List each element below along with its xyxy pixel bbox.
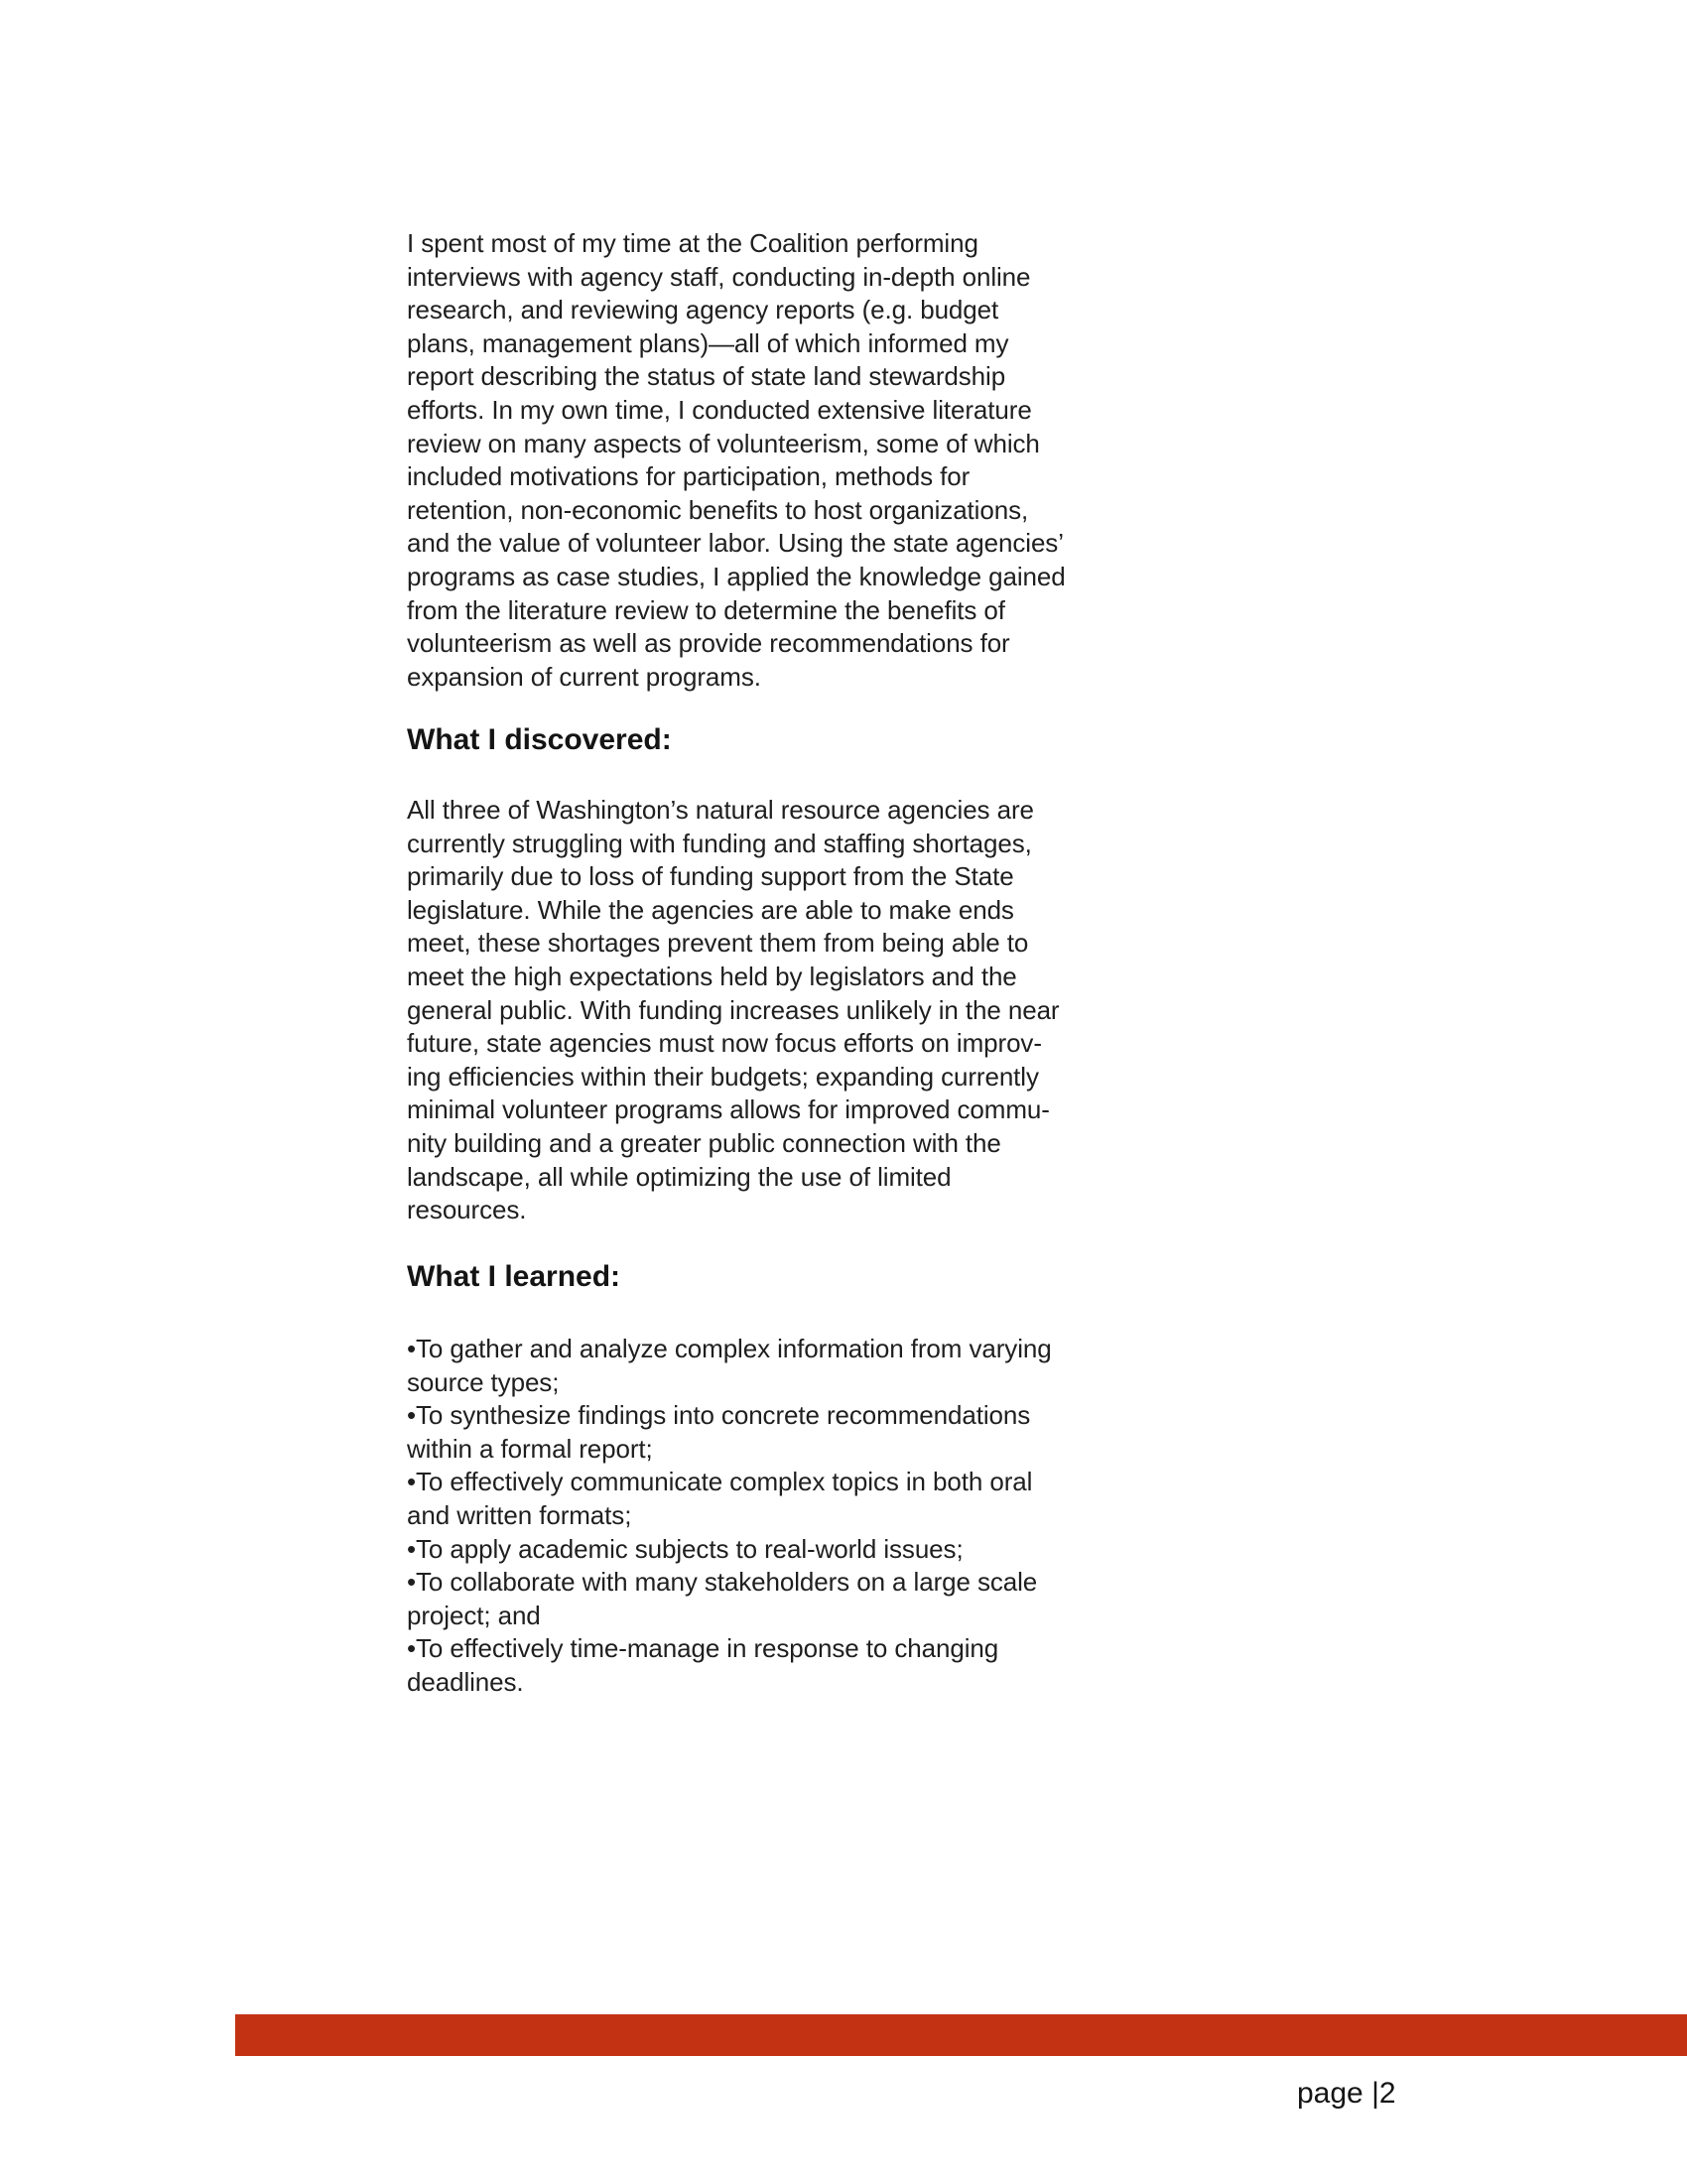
text-line: efforts. In my own time, I conducted extensive literature: [407, 394, 1032, 425]
text-line: research, and reviewing agency reports (e.g. budget: [407, 295, 999, 325]
page-number: page |2: [1297, 2077, 1396, 2110]
section-heading-discovered: What I discovered:: [407, 723, 672, 756]
text-line: I spent most of my time at the Coalition performing: [407, 228, 978, 258]
text-line: from the literature review to determine the benefits of: [407, 594, 1005, 625]
text-line: general public. With funding increases unlikely in the near: [407, 994, 1060, 1025]
text-line: retention, non-economic benefits to host organizations,: [407, 494, 1029, 525]
bullet-item: [407, 1566, 1092, 1632]
text-line: currently struggling with funding and staffing shortages,: [407, 828, 1032, 858]
text-line: •To effectively communicate complex topics in both oral: [407, 1467, 1033, 1497]
text-line: •To gather and analyze complex information from varying: [407, 1334, 1052, 1363]
bullet-item: [407, 1632, 1092, 1699]
text-line: ing efficiencies within their budgets; expanding currently: [407, 1061, 1039, 1092]
text-line: expansion of current programs.: [407, 661, 761, 692]
text-line: meet the high expectations held by legislators and the: [407, 961, 1017, 991]
section-heading-learned: What I learned:: [407, 1260, 621, 1293]
text-line: future, state agencies must now focus efforts on improv-: [407, 1028, 1042, 1059]
text-line: primarily due to loss of funding support from the State: [407, 861, 1014, 892]
text-line: All three of Washington’s natural resource agencies are: [407, 795, 1034, 825]
text-line: •To apply academic subjects to real-world issues;: [407, 1533, 964, 1564]
discovered-paragraph: [407, 794, 1092, 1227]
footer-accent-bar: [235, 2014, 1687, 2056]
text-line: •To synthesize findings into concrete recommendations: [407, 1400, 1031, 1431]
text-line: minimal volunteer programs allows for improved commu-: [407, 1094, 1050, 1125]
text-line: included motivations for participation, methods for: [407, 461, 971, 492]
text-line: volunteerism as well as provide recommendations for: [407, 628, 1010, 659]
text-line: meet, these shortages prevent them from being able to: [407, 928, 1029, 959]
text-line: •To collaborate with many stakeholders on a large scale: [407, 1567, 1038, 1598]
text-line: and written formats;: [407, 1499, 632, 1530]
bullet-item: [407, 1333, 1092, 1399]
bullet-item: [407, 1533, 1092, 1567]
intro-paragraph: [407, 227, 1092, 694]
text-line: report describing the status of state land stewardship: [407, 361, 1006, 392]
learned-bullet-list: [407, 1333, 1092, 1700]
text-line: review on many aspects of volunteerism, some of which: [407, 428, 1040, 458]
text-line: •To effectively time-manage in response to changing: [407, 1633, 999, 1664]
text-line: resources.: [407, 1195, 527, 1225]
text-line: nity building and a greater public connection with the: [407, 1127, 1001, 1158]
bullet-item: [407, 1466, 1092, 1532]
text-line: plans, management plans)—all of which informed my: [407, 327, 1009, 358]
text-line: within a formal report;: [407, 1433, 653, 1464]
text-line: deadlines.: [407, 1666, 524, 1697]
text-line: landscape, all while optimizing the use of limited: [407, 1161, 952, 1192]
bullet-item: [407, 1399, 1092, 1466]
text-line: interviews with agency staff, conducting in-depth online: [407, 261, 1031, 292]
text-line: programs as case studies, I applied the knowledge gained: [407, 561, 1066, 591]
text-line: project; and: [407, 1600, 541, 1630]
text-line: and the value of volunteer labor. Using the state agencies’: [407, 528, 1064, 559]
text-line: legislature. While the agencies are able to make ends: [407, 894, 1014, 925]
text-line: source types;: [407, 1366, 560, 1397]
